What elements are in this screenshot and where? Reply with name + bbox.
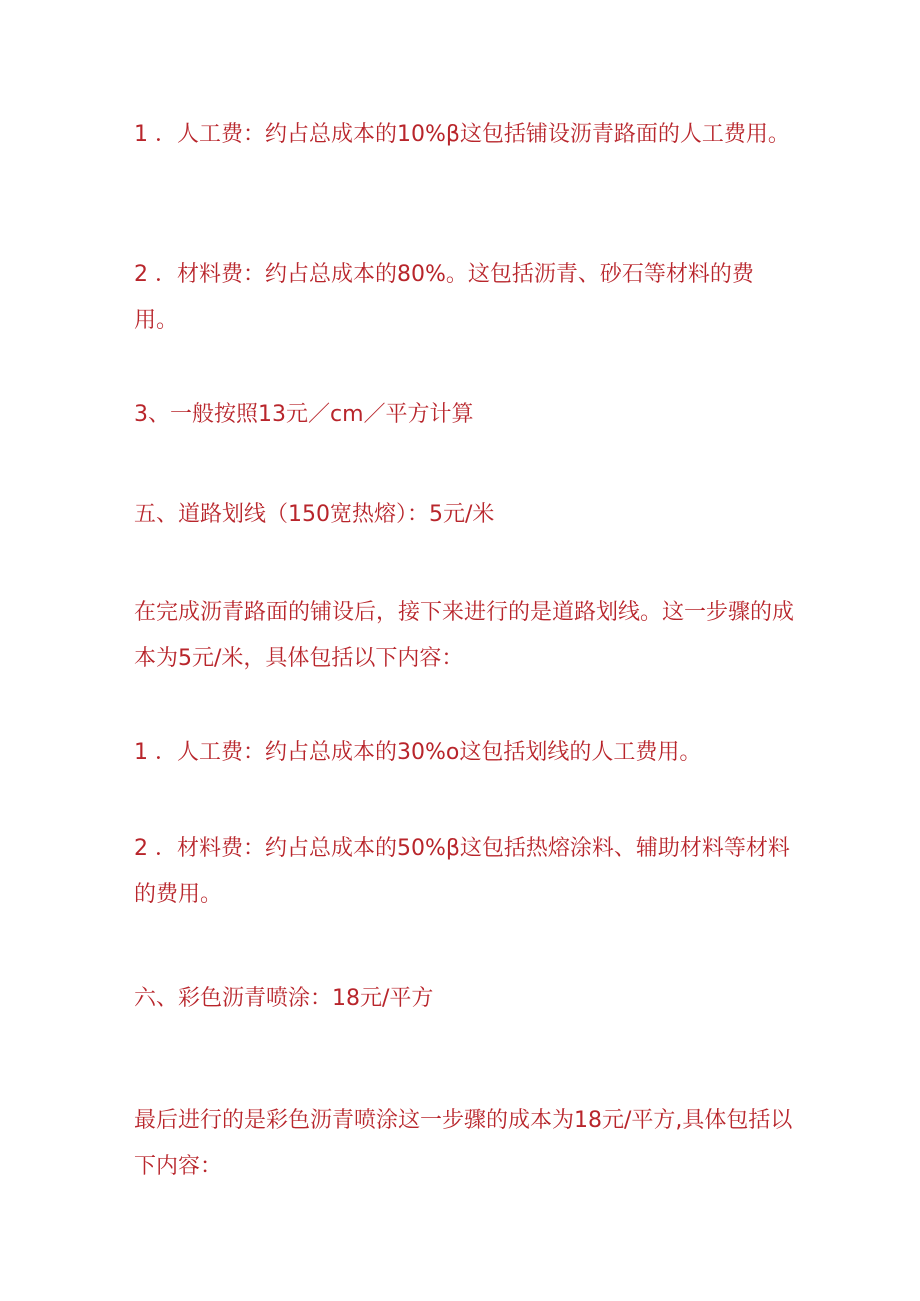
paragraph-labor-cost-marking: 1 ．人工费：约占总成本的30%o这包括划线的人工费用。: [134, 740, 702, 765]
paragraph-material-cost-paving: 2 ．材料费：约占总成本的80%。这包括沥青、砂石等材料的费用。: [134, 262, 754, 333]
paragraph-material-cost-marking: 2 ．材料费：约占总成本的50%β这包括热熔涂料、辅助材料等材料的费用。: [134, 836, 790, 907]
section-heading-color-asphalt: 六、彩色沥青喷涂：18元/平方: [134, 986, 434, 1011]
paragraph-road-marking-intro: 在完成沥青路面的铺设后，接下来进行的是道路划线。这一步骤的成本为5元/米，具体包括以下内容：: [134, 600, 795, 671]
paragraph-labor-cost-paving: 1 ．人工费：约占总成本的10%β这包括铺设沥青路面的人工费用。: [134, 122, 790, 147]
paragraph-color-asphalt-intro: 最后进行的是彩色沥青喷涂这一步骤的成本为18元/平方,具体包括以下内容：: [134, 1108, 793, 1179]
section-heading-road-marking: 五、道路划线（150宽热熔）：5元/米: [134, 502, 495, 527]
paragraph-pricing-rule: 3、一般按照13元／cm／平方计算: [134, 402, 474, 427]
